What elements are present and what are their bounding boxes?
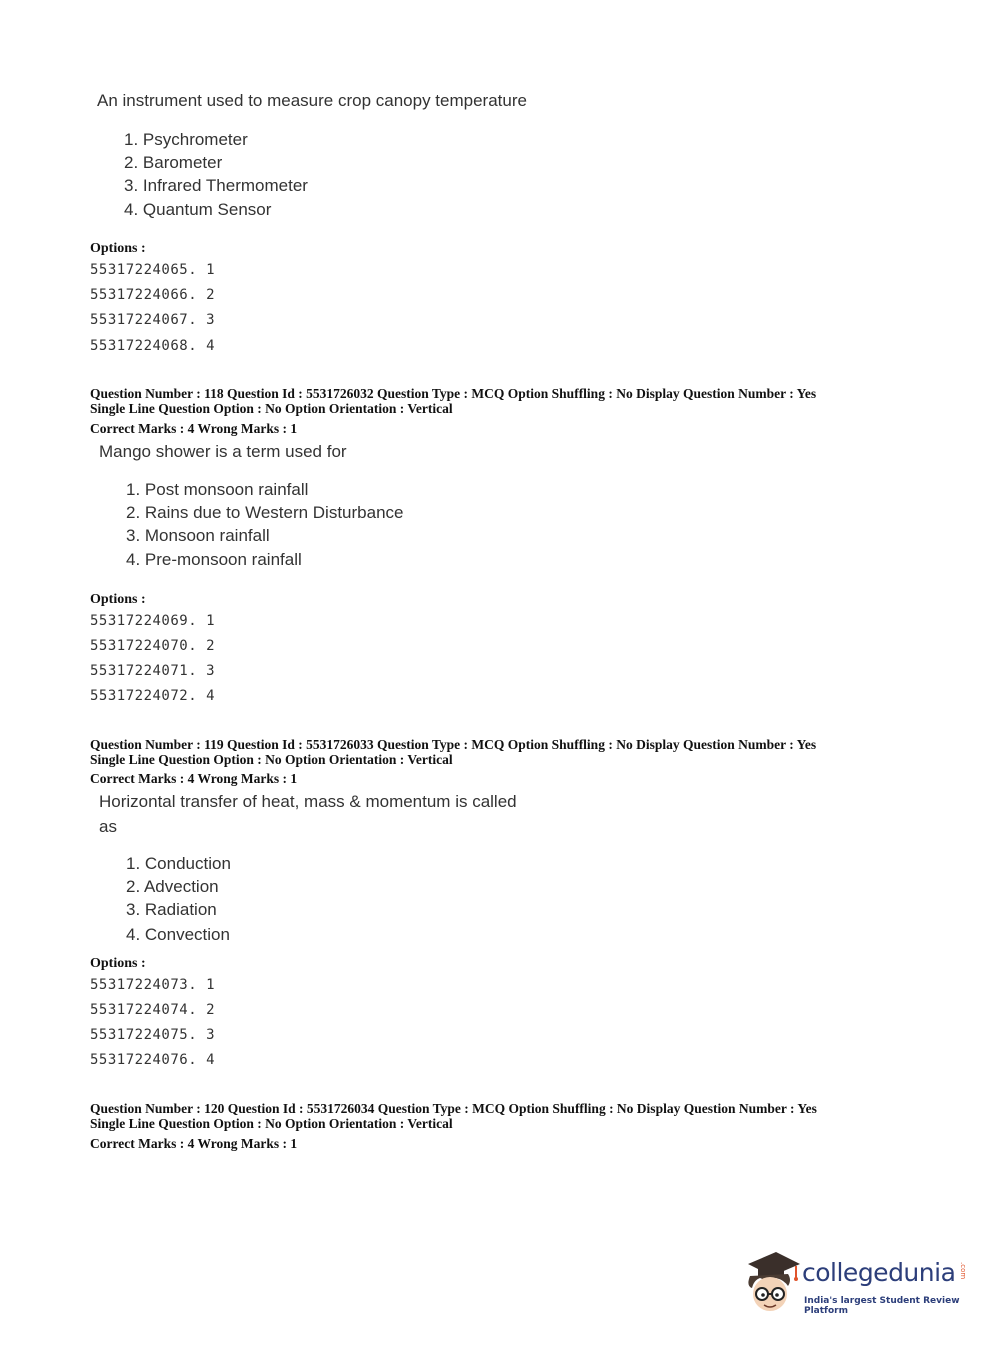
q119-option-4: 55317224076. 4	[90, 1052, 216, 1068]
q120-meta-line-1: Question Number : 120 Question Id : 5531726034 Question Type : MCQ Option Shuffling : No Display Question Number : Yes	[90, 1101, 817, 1116]
question-119-text-line-2: as	[99, 817, 117, 836]
q118-choice-3: 3. Monsoon rainfall	[126, 526, 270, 545]
q118-option-2: 55317224070. 2	[90, 638, 216, 654]
q119-meta-line-2: Single Line Question Option : No Option Orientation : Vertical	[90, 752, 453, 767]
q120-meta-line-2: Single Line Question Option : No Option Orientation : Vertical	[90, 1116, 453, 1131]
q117-option-4: 55317224068. 4	[90, 338, 216, 354]
question-119-text-line-1: Horizontal transfer of heat, mass & momentum is called	[99, 792, 517, 811]
q118-options-label: Options :	[90, 592, 146, 607]
q117-option-3: 55317224067. 3	[90, 312, 216, 328]
q117-option-1: 55317224065. 1	[90, 262, 216, 278]
q119-choice-3: 3. Radiation	[126, 900, 217, 919]
q118-option-1: 55317224069. 1	[90, 613, 216, 629]
q119-marks: Correct Marks : 4 Wrong Marks : 1	[90, 771, 298, 786]
question-117-text: An instrument used to measure crop canopy temperature	[97, 91, 527, 110]
q118-meta-line-1: Question Number : 118 Question Id : 5531726032 Question Type : MCQ Option Shuffling : No Display Question Number : Yes	[90, 386, 817, 401]
q117-choice-3: 3. Infrared Thermometer	[124, 176, 308, 195]
q118-choice-2: 2. Rains due to Western Disturbance	[126, 503, 404, 522]
q117-options-label: Options :	[90, 241, 146, 256]
q119-option-1: 55317224073. 1	[90, 977, 216, 993]
mascot-icon	[742, 1250, 800, 1316]
q117-choice-4: 4. Quantum Sensor	[124, 200, 272, 219]
logo-domain-suffix: .com	[959, 1262, 967, 1280]
q119-choice-1: 1. Conduction	[126, 854, 231, 873]
q118-choice-1: 1. Post monsoon rainfall	[126, 480, 309, 499]
question-118-text: Mango shower is a term used for	[99, 442, 347, 461]
logo-tagline: India's largest Student Review Platform	[804, 1296, 960, 1316]
q118-option-3: 55317224071. 3	[90, 663, 216, 679]
logo-wordmark: collegedunia	[802, 1258, 956, 1287]
q119-options-label: Options :	[90, 956, 146, 971]
q117-option-2: 55317224066. 2	[90, 287, 216, 303]
q118-option-4: 55317224072. 4	[90, 688, 216, 704]
q118-meta-line-2: Single Line Question Option : No Option Orientation : Vertical	[90, 401, 453, 416]
q117-choice-1: 1. Psychrometer	[124, 130, 248, 149]
q118-choice-4: 4. Pre-monsoon rainfall	[126, 550, 302, 569]
q119-option-2: 55317224074. 2	[90, 1002, 216, 1018]
q120-marks: Correct Marks : 4 Wrong Marks : 1	[90, 1136, 298, 1151]
q117-choice-2: 2. Barometer	[124, 153, 223, 172]
collegedunia-logo	[742, 1250, 972, 1316]
q119-choice-2: 2. Advection	[126, 877, 219, 896]
q118-marks: Correct Marks : 4 Wrong Marks : 1	[90, 421, 298, 436]
q119-meta-line-1: Question Number : 119 Question Id : 5531726033 Question Type : MCQ Option Shuffling : No Display Question Number : Yes	[90, 737, 817, 752]
q119-option-3: 55317224075. 3	[90, 1027, 216, 1043]
q119-choice-4: 4. Convection	[126, 925, 230, 944]
